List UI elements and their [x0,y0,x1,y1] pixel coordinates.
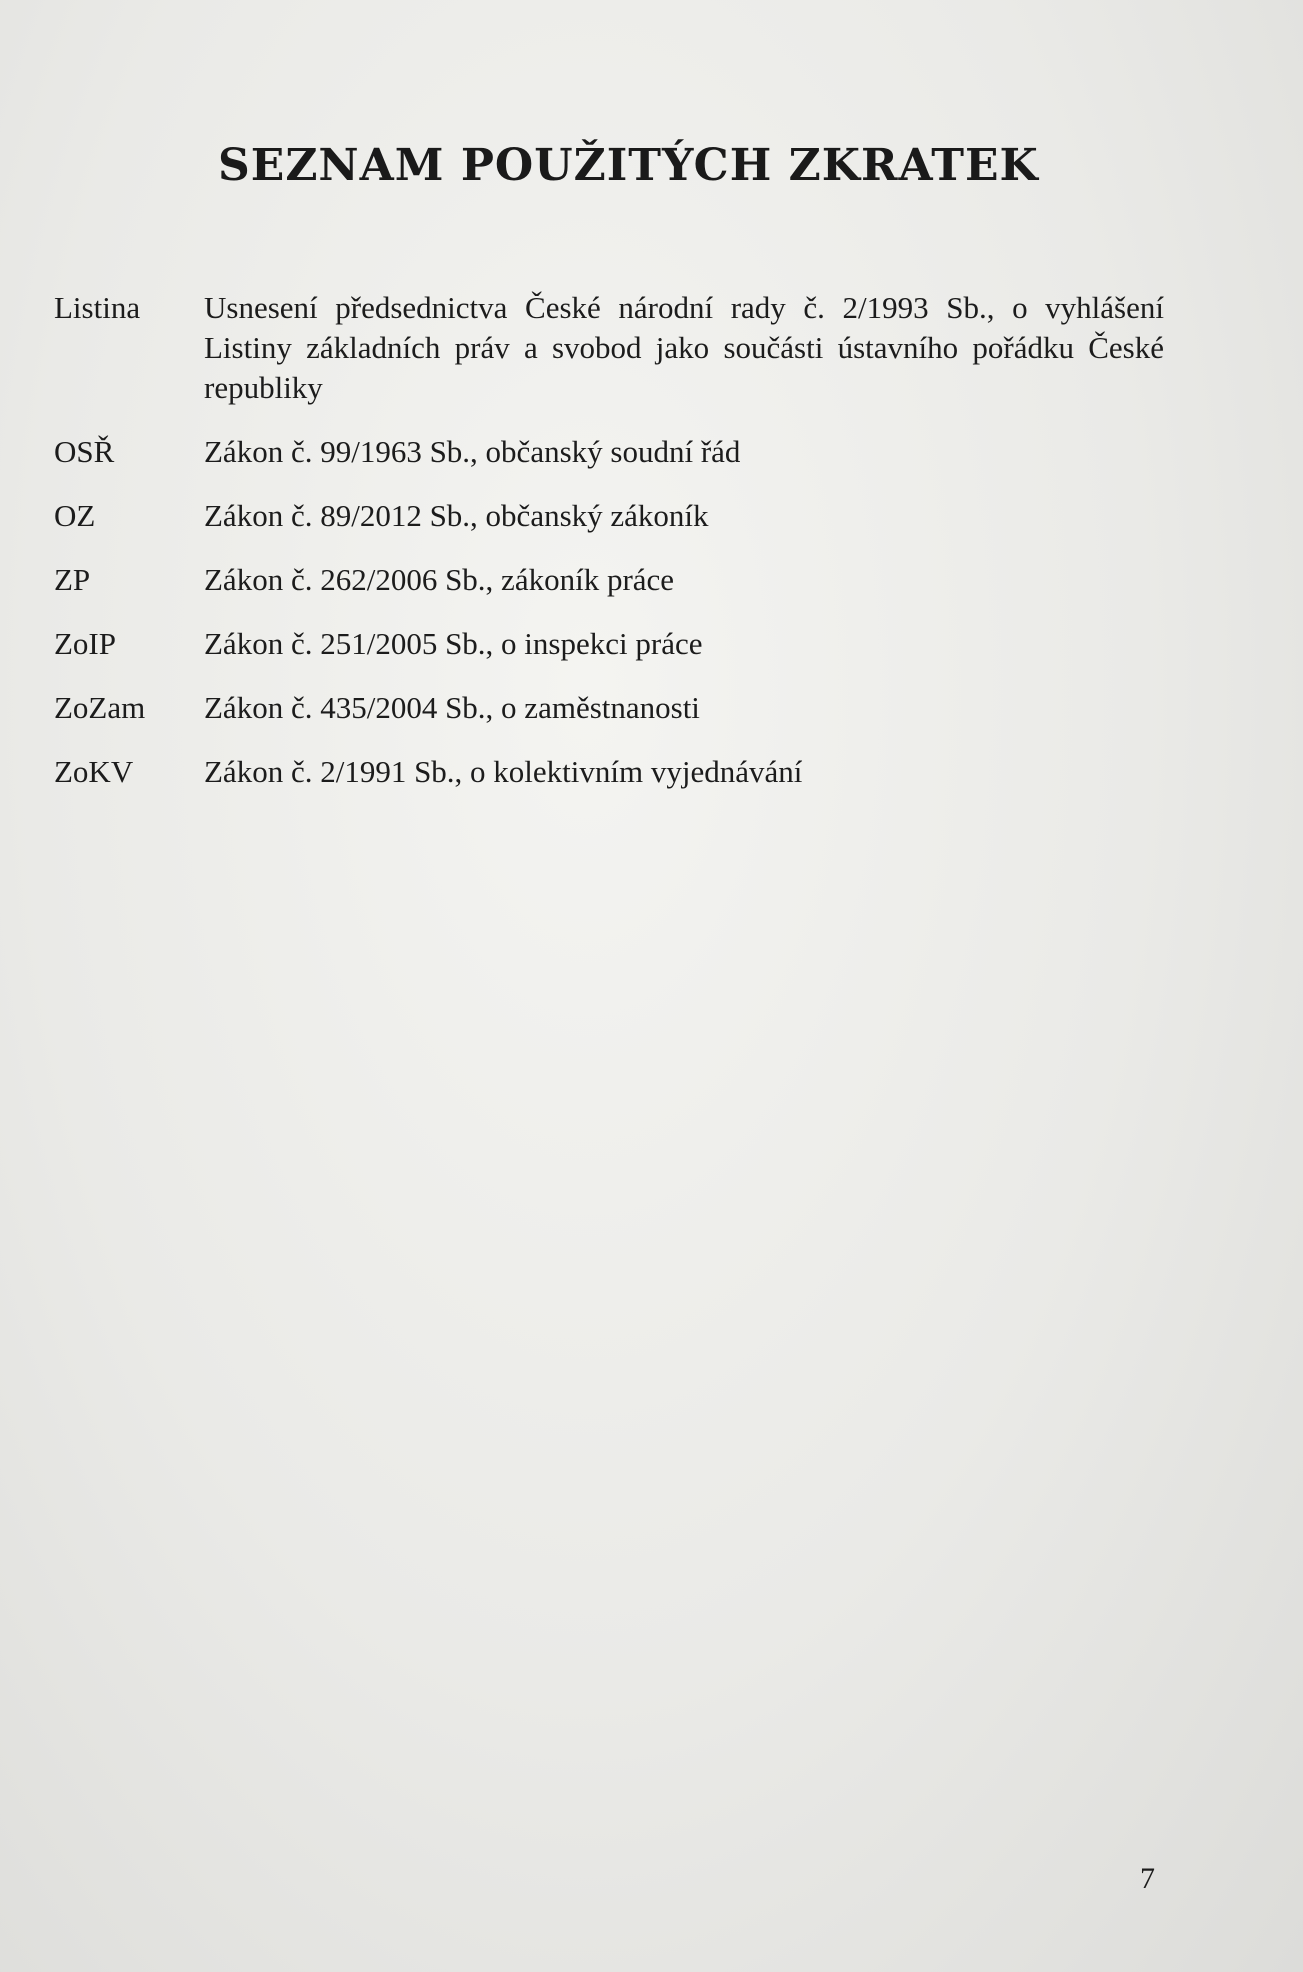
abbreviation-term: OZ [54,498,96,533]
abbreviation-row [54,688,1164,728]
abbreviation-row [54,624,1164,664]
page-title: SEZNAM POUŽITÝCH ZKRATEK [218,140,1039,191]
abbreviation-term: OSŘ [54,434,115,469]
abbreviation-list [54,288,1164,816]
abbreviation-term: Listina [54,290,141,325]
abbreviation-description: Zákon č. 89/2012 Sb., občanský zákoník [204,498,709,533]
abbreviation-description: Zákon č. 262/2006 Sb., zákoník práce [204,562,675,597]
abbreviation-row [54,432,1164,472]
abbreviation-row [54,752,1164,792]
abbreviation-term: ZoZam [54,690,146,725]
abbreviation-term: ZP [54,562,91,597]
abbreviation-row [54,560,1164,600]
abbreviation-row [54,496,1164,536]
abbreviation-term: ZoIP [54,626,116,661]
abbreviation-description: Zákon č. 2/1991 Sb., o kolektivním vyjednávání [204,754,803,789]
page-number: 7 [1140,1862,1155,1895]
abbreviation-row [54,288,1164,408]
abbreviation-description: Zákon č. 99/1963 Sb., občanský soudní řád [204,434,741,469]
abbreviation-term: ZoKV [54,754,134,789]
abbreviation-description: Zákon č. 251/2005 Sb., o inspekci práce [204,626,703,661]
abbreviation-description: Usnesení předsednictva České národní rady č. 2/1993 Sb., o vyhlášení Listiny základních práv a svobod jako součásti ústavního pořádku České republiky [204,290,1164,405]
abbreviation-description: Zákon č. 435/2004 Sb., o zaměstnanosti [204,690,700,725]
